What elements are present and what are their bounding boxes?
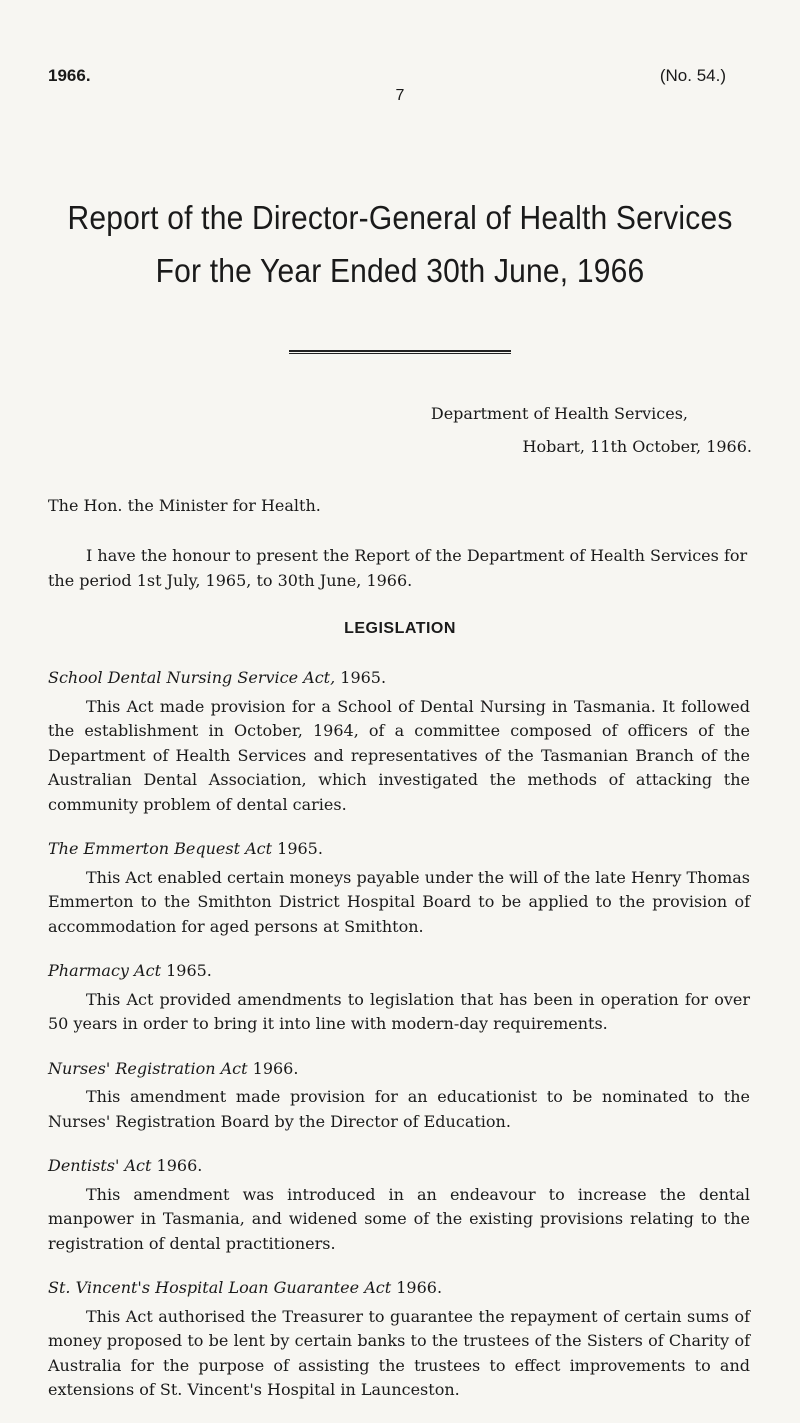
- act-title-year: 1966.: [247, 1058, 299, 1078]
- act-entry: [48, 959, 750, 1037]
- acts-list: [48, 666, 750, 1423]
- salutation: The Hon. the Minister for Health.: [48, 496, 321, 515]
- address-line1: Department of Health Services,: [430, 404, 688, 423]
- header-year: 1966.: [48, 66, 91, 85]
- header-number: (No. 54.): [659, 66, 726, 85]
- act-description: This amendment made provision for an educationist to be nominated to the Nurses' Registration Board by the Director of Education.: [48, 1087, 750, 1131]
- act-entry: [48, 1276, 750, 1403]
- report-title-line2: For the Year Ended 30th June, 1966: [155, 253, 645, 290]
- act-title-year: 1966.: [391, 1278, 443, 1297]
- act-title: [48, 666, 750, 691]
- act-title: [48, 1276, 750, 1301]
- act-title-italic: Nurses' Registration Act: [48, 1058, 248, 1078]
- intro-paragraph: I have the honour to present the Report of the Department of Health Services for the period 1st July, 1965, to 30th June, 1966.: [48, 546, 748, 590]
- act-title-italic: School Dental Nursing Service Act,: [48, 668, 336, 687]
- report-title-line1: Report of the Director-General of Health Services: [67, 200, 733, 237]
- act-title: [48, 837, 750, 862]
- act-entry: [48, 1154, 750, 1256]
- act-title-italic: St. Vincent's Hospital Loan Guarantee Act: [48, 1278, 392, 1297]
- act-description: This amendment was introduced in an endeavour to increase the dental manpower in Tasmania, and widened some of the existing provisions relating to the registration of dental practitioners.: [48, 1184, 750, 1253]
- act-title: [48, 1154, 750, 1179]
- act-entry: [48, 1057, 750, 1135]
- act-title-year: 1966.: [151, 1156, 203, 1175]
- address-line2: Hobart, 11th October, 1966.: [522, 437, 752, 456]
- title-divider: [289, 350, 511, 354]
- act-description: This Act enabled certain moneys payable under the will of the late Henry Thomas Emmerton to the Smithton District Hospital Board to be applied to the provision of accommodation for aged persons at Smithton.: [48, 867, 750, 936]
- page-number: 7: [395, 87, 405, 104]
- act-title-italic: Dentists' Act: [48, 1156, 152, 1175]
- act-entry: [48, 666, 750, 817]
- act-description: This Act provided amendments to legislation that has been in operation for over 50 years in order to bring it into line with modern-day requirements.: [48, 989, 750, 1033]
- act-title-italic: The Emmerton Bequest Act: [48, 839, 273, 858]
- act-title-year: 1965.: [161, 961, 212, 980]
- act-title: [48, 1057, 750, 1082]
- act-description: This Act made provision for a School of Dental Nursing in Tasmania. It followed the establishment in October, 1964, of a committee composed of officers of the Department of Health Services and representatives of the Tasmanian Branch of the Australian Dental Association, which investigated the methods of attacking the community problem of dental caries.: [48, 696, 750, 814]
- act-title-year: 1965.: [335, 668, 387, 687]
- act-description: This Act authorised the Treasurer to guarantee the repayment of certain sums of money proposed to be lent by certain banks to the trustees of the Sisters of Charity of Australia for the purpose of assisting the trustees to effect improvements to and extensions of St. Vincent's Hospital in Launceston.: [48, 1306, 750, 1399]
- act-entry: [48, 837, 750, 939]
- act-title-year: 1965.: [272, 839, 323, 858]
- section-heading: LEGISLATION: [344, 620, 456, 637]
- act-title: [48, 959, 750, 984]
- act-title-italic: Pharmacy Act: [48, 961, 161, 980]
